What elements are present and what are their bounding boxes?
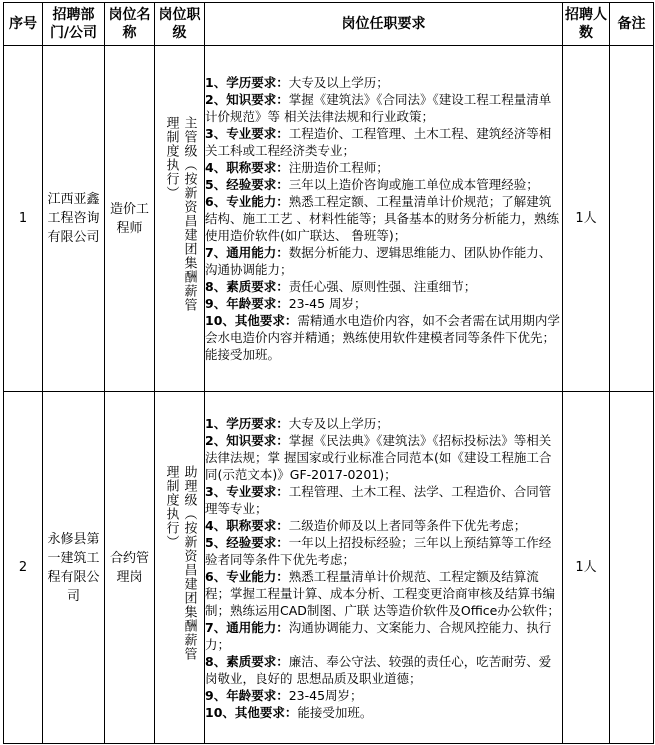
requirement-item bbox=[205, 483, 562, 517]
requirement-label: 3、专业要求： bbox=[205, 483, 289, 499]
requirement-label: 2、知识要求： bbox=[205, 92, 289, 108]
requirement-text: 责任心强、原则性强、注重细节； bbox=[288, 279, 477, 295]
requirement-text: 一年以上招投标经验；三年以上预结算等工作经验者同等条件下优先考虑； bbox=[205, 534, 552, 567]
requirement-text: 23-45 周岁； bbox=[288, 296, 367, 312]
row-note bbox=[610, 46, 654, 392]
requirement-label: 10、其他要求： bbox=[205, 704, 298, 720]
row-dept: 江西亚鑫工程咨询有限公司 bbox=[43, 46, 105, 392]
requirement-label: 2、知识要求： bbox=[205, 432, 289, 448]
requirement-text: 能接受加班。 bbox=[297, 704, 373, 720]
requirement-item bbox=[205, 704, 562, 721]
row-count: 1人 bbox=[563, 46, 610, 392]
table-row bbox=[4, 46, 654, 392]
requirement-label: 8、素质要求： bbox=[205, 653, 289, 669]
row-level: 主管级（按新资昌建团集酬薪管理制度执行） bbox=[163, 116, 197, 313]
requirement-label: 1、学历要求： bbox=[205, 75, 289, 91]
requirement-item bbox=[205, 568, 562, 619]
row-level: 助理级（按新资昌建团集酬薪管理制度执行） bbox=[163, 465, 197, 662]
requirement-text: 三年以上造价咨询或施工单位成本管理经验； bbox=[288, 177, 539, 193]
requirement-item bbox=[205, 125, 562, 159]
requirement-label: 5、经验要求： bbox=[205, 534, 289, 550]
requirement-label: 4、职称要求： bbox=[205, 160, 289, 176]
requirement-item bbox=[205, 432, 562, 483]
row-dept: 永修县第一建筑工程有限公司 bbox=[43, 392, 105, 744]
requirement-item bbox=[205, 176, 562, 193]
header-level: 岗位职级 bbox=[155, 3, 205, 46]
requirement-text: 掌握《民法典》《建筑法》《招标投标法》等相关法律法规；掌 握国家或行业标准合同范本(如《建设工程施工合同(示范文本)》GF-2017-0201)； bbox=[205, 432, 552, 482]
requirement-text: 大专及以上学历； bbox=[288, 415, 389, 431]
recruitment-table bbox=[3, 2, 654, 744]
requirement-item bbox=[205, 278, 562, 295]
requirement-label: 9、年龄要求： bbox=[205, 687, 289, 703]
requirement-text: 需精通水电造价内容，如不会者需在试用期内学会水电造价内容并精通；熟练使用软件建模者同等条件下优先；能接受加班。 bbox=[205, 313, 560, 363]
requirement-item bbox=[205, 91, 562, 125]
table-row bbox=[4, 392, 654, 744]
row-requirements bbox=[205, 392, 563, 744]
requirement-item bbox=[205, 74, 562, 91]
requirement-label: 8、素质要求： bbox=[205, 279, 289, 295]
requirement-item bbox=[205, 295, 562, 312]
requirement-text: 注册造价工程师； bbox=[288, 160, 389, 176]
requirement-label: 7、通用能力： bbox=[205, 619, 289, 635]
header-note: 备注 bbox=[610, 3, 654, 46]
row-seq: 1 bbox=[4, 46, 43, 392]
requirement-label: 4、职称要求： bbox=[205, 517, 289, 533]
requirement-label: 6、专业能力： bbox=[205, 194, 289, 210]
header-requirements: 岗位任职要求 bbox=[205, 3, 563, 46]
requirement-text: 23-45周岁； bbox=[288, 687, 363, 703]
requirement-text: 二级造价师及以上者同等条件下优先考虑； bbox=[288, 517, 527, 533]
row-note bbox=[610, 392, 654, 744]
row-requirements bbox=[205, 46, 563, 392]
requirement-label: 3、专业要求： bbox=[205, 126, 289, 142]
header-dept: 招聘部门/公司 bbox=[43, 3, 105, 46]
requirement-item bbox=[205, 687, 562, 704]
row-title: 造价工程师 bbox=[105, 46, 155, 392]
requirement-item bbox=[205, 619, 562, 653]
row-seq: 2 bbox=[4, 392, 43, 744]
requirement-text: 沟通协调能力、文案能力、合规风控能力、执行力； bbox=[205, 619, 552, 652]
header-seq: 序号 bbox=[4, 3, 43, 46]
requirement-text: 掌握《建筑法》《合同法》《建设工程工程量清单计价规范》等 相关法律法规和行业政策； bbox=[205, 92, 552, 125]
requirement-item bbox=[205, 653, 562, 687]
requirement-item bbox=[205, 244, 562, 278]
requirement-label: 10、其他要求： bbox=[205, 313, 298, 329]
requirement-text: 大专及以上学历； bbox=[288, 75, 389, 91]
requirement-label: 7、通用能力： bbox=[205, 245, 289, 261]
header-count: 招聘人数 bbox=[563, 3, 610, 46]
requirement-label: 1、学历要求： bbox=[205, 415, 289, 431]
requirement-text: 熟悉工程定额、工程量清单计价规范；了解建筑结构、施工工艺 、材料性能等；具备基本的财务分析能力，熟练使用造价软件(如广联达、 鲁班等)； bbox=[205, 194, 559, 244]
requirement-text: 工程管理、土木工程、法学、工程造价、合同管理等专业； bbox=[205, 483, 552, 516]
table-header-row bbox=[4, 3, 654, 46]
requirement-item bbox=[205, 534, 562, 568]
requirement-label: 5、经验要求： bbox=[205, 177, 289, 193]
requirement-text: 熟悉工程量清单计价规范、工程定额及结算流程；掌握工程量计算、成本分析、工程变更洽商审核及结算书编制；熟练运用CAD制图、广联 达等造价软件及Office办公软件； bbox=[205, 568, 560, 618]
requirement-item bbox=[205, 312, 562, 363]
requirement-item bbox=[205, 159, 562, 176]
header-title: 岗位名称 bbox=[105, 3, 155, 46]
row-level-cell bbox=[155, 46, 205, 392]
row-level-cell bbox=[155, 392, 205, 744]
row-title: 合约管理岗 bbox=[105, 392, 155, 744]
requirement-label: 9、年龄要求： bbox=[205, 296, 289, 312]
requirement-item bbox=[205, 193, 562, 244]
requirement-label: 6、专业能力： bbox=[205, 568, 289, 584]
requirement-item bbox=[205, 517, 562, 534]
requirement-text: 数据分析能力、逻辑思维能力、团队协作能力、沟通协调能力； bbox=[205, 245, 552, 278]
requirement-text: 廉洁、奉公守法、较强的责任心，吃苦耐劳、爱岗敬业，良好的 思想品质及职业道德； bbox=[205, 653, 552, 686]
requirement-text: 工程造价、工程管理、土木工程、建筑经济等相关工科或工程经济类专业； bbox=[205, 126, 552, 159]
row-count: 1人 bbox=[563, 392, 610, 744]
requirement-item bbox=[205, 415, 562, 432]
